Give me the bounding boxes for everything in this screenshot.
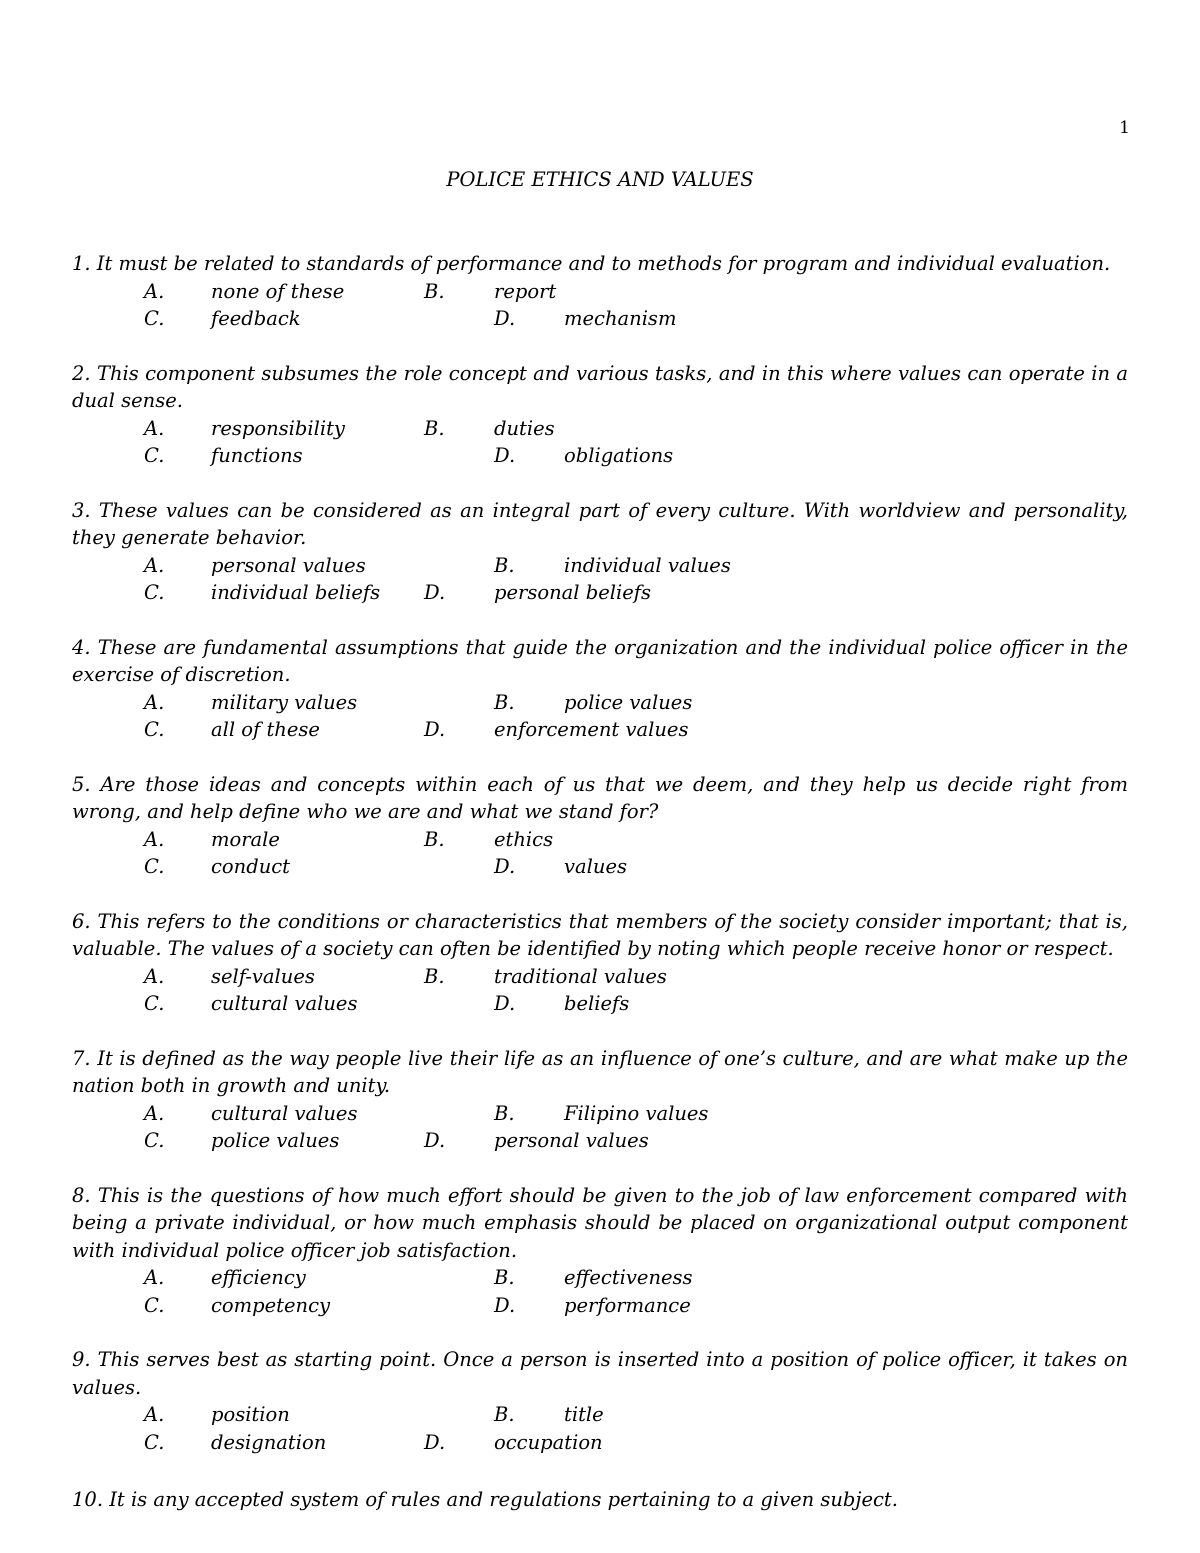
- option-text: feedback: [211, 307, 301, 330]
- question-1: [72, 250, 1128, 333]
- question-5: [72, 771, 1128, 881]
- option-text: title: [564, 1403, 604, 1426]
- option-letter: A.: [144, 279, 165, 303]
- question-9: [72, 1346, 1128, 1456]
- option-letter: B.: [494, 553, 515, 577]
- option-letter: C.: [144, 992, 165, 1015]
- option-letter: B.: [494, 690, 515, 714]
- page-number: 1: [1119, 118, 1130, 138]
- option-letter: C.: [144, 855, 165, 878]
- option-text: all of these: [211, 718, 320, 741]
- option-row: [72, 689, 1128, 717]
- option-text: efficiency: [211, 1266, 306, 1289]
- option-row: [72, 552, 1128, 580]
- option-text: effectiveness: [564, 1266, 693, 1289]
- option-text: traditional values: [494, 964, 667, 988]
- option-text: occupation: [494, 1430, 603, 1454]
- option-letter: A.: [144, 690, 165, 714]
- option-row: [72, 1401, 1128, 1429]
- option-letter: C.: [144, 307, 165, 330]
- option-row: [72, 1429, 1128, 1457]
- question-7: [72, 1045, 1128, 1155]
- question-stem: 7. It is defined as the way people live their life as an influence of one’s culture, and are what make up the nation both in growth and unity.: [72, 1046, 1128, 1097]
- option-letter: D.: [494, 444, 516, 467]
- option-letter: D.: [424, 718, 446, 741]
- question-4: [72, 634, 1128, 744]
- option-letter: B.: [424, 964, 445, 988]
- option-text: cultural values: [211, 992, 358, 1015]
- option-text: duties: [494, 416, 555, 440]
- question-list: [72, 250, 1128, 1483]
- option-text: military values: [211, 690, 358, 714]
- option-letter: B.: [424, 827, 445, 851]
- option-row: [72, 990, 1128, 1018]
- option-letter: D.: [424, 1430, 446, 1454]
- option-text: personal values: [494, 1129, 649, 1152]
- option-row: [72, 1292, 1128, 1320]
- option-letter: D.: [494, 307, 516, 330]
- option-text: individual values: [564, 553, 731, 577]
- option-letter: D.: [424, 581, 446, 604]
- option-letter: C.: [144, 444, 165, 467]
- option-row: [72, 1264, 1128, 1292]
- question-stem: 4. These are fundamental assumptions that guide the organization and the individual police officer in the exercise of discretion.: [72, 635, 1128, 686]
- option-text: obligations: [564, 444, 674, 467]
- option-letter: A.: [144, 1403, 165, 1426]
- option-text: ethics: [494, 827, 554, 851]
- option-text: personal values: [211, 553, 366, 577]
- option-letter: A.: [144, 1101, 165, 1125]
- option-text: competency: [211, 1293, 331, 1317]
- option-text: values: [564, 855, 627, 878]
- option-letter: C.: [144, 1430, 165, 1454]
- option-text: morale: [211, 827, 280, 851]
- option-row: [72, 442, 1128, 470]
- option-text: performance: [564, 1293, 691, 1317]
- option-text: cultural values: [211, 1101, 358, 1125]
- question-stem: 3. These values can be considered as an integral part of every culture. With worldview and personality, they generate behavior.: [72, 498, 1128, 549]
- option-letter: D.: [494, 992, 516, 1015]
- option-row: [72, 1127, 1128, 1155]
- option-row: [72, 278, 1128, 306]
- option-text: conduct: [211, 855, 291, 878]
- option-text: mechanism: [564, 307, 677, 330]
- option-row: [72, 963, 1128, 991]
- option-letter: A.: [144, 553, 165, 577]
- option-text: individual beliefs: [211, 581, 381, 604]
- option-letter: C.: [144, 1129, 165, 1152]
- option-text: police values: [211, 1129, 340, 1152]
- option-row: [72, 853, 1128, 881]
- option-row: [72, 579, 1128, 607]
- question-stem: 5. Are those ideas and concepts within each of us that we deem, and they help us decide right from wrong, and help define who we are and what we stand for?: [72, 772, 1128, 823]
- option-text: none of these: [211, 279, 345, 303]
- option-text: position: [211, 1403, 290, 1426]
- option-text: personal beliefs: [494, 581, 651, 604]
- question-8: [72, 1182, 1128, 1320]
- option-letter: B.: [424, 416, 445, 440]
- option-letter: D.: [494, 1293, 516, 1317]
- question-10-stem: 10. It is any accepted system of rules and regulations pertaining to a given subject.: [72, 1488, 898, 1511]
- option-letter: A.: [144, 416, 165, 440]
- option-letter: B.: [494, 1101, 515, 1125]
- option-letter: B.: [424, 279, 445, 303]
- option-letter: C.: [144, 581, 165, 604]
- option-row: [72, 826, 1128, 854]
- option-letter: A.: [144, 964, 165, 988]
- question-stem: 8. This is the questions of how much effort should be given to the job of law enforcement compared with being a private individual, or how much emphasis should be placed on organizational output component with individual police officer job satisfaction.: [72, 1183, 1128, 1262]
- option-letter: C.: [144, 718, 165, 741]
- option-text: beliefs: [564, 992, 630, 1015]
- page-title: POLICE ETHICS AND VALUES: [446, 168, 754, 191]
- option-row: [72, 415, 1128, 443]
- option-letter: C.: [144, 1293, 165, 1317]
- option-letter: A.: [144, 827, 165, 851]
- option-text: Filipino values: [564, 1101, 709, 1125]
- question-stem: 2. This component subsumes the role concept and various tasks, and in this where values can operate in a dual sense.: [72, 361, 1128, 412]
- option-text: self-values: [211, 964, 315, 988]
- option-text: designation: [211, 1430, 327, 1454]
- option-text: police values: [564, 690, 693, 714]
- question-2: [72, 360, 1128, 470]
- option-row: [72, 305, 1128, 333]
- question-stem: 9. This serves best as starting point. Once a person is inserted into a position of police officer, it takes on values.: [72, 1348, 1128, 1399]
- question-6: [72, 908, 1128, 1018]
- option-row: [72, 1100, 1128, 1128]
- option-text: enforcement values: [494, 718, 689, 741]
- option-letter: A.: [144, 1266, 165, 1289]
- option-row: [72, 716, 1128, 744]
- option-text: report: [494, 279, 557, 303]
- option-letter: B.: [494, 1266, 515, 1289]
- option-text: functions: [211, 444, 303, 467]
- question-stem: 1. It must be related to standards of performance and to methods for program and individual evaluation.: [72, 252, 1111, 275]
- option-letter: B.: [494, 1403, 515, 1426]
- option-letter: D.: [494, 855, 516, 878]
- question-stem: 6. This refers to the conditions or characteristics that members of the society consider important; that is, valuable. The values of a society can often be identified by noting which people receive honor or respect.: [72, 909, 1128, 960]
- option-letter: D.: [424, 1129, 446, 1152]
- question-3: [72, 497, 1128, 607]
- option-text: responsibility: [211, 416, 345, 440]
